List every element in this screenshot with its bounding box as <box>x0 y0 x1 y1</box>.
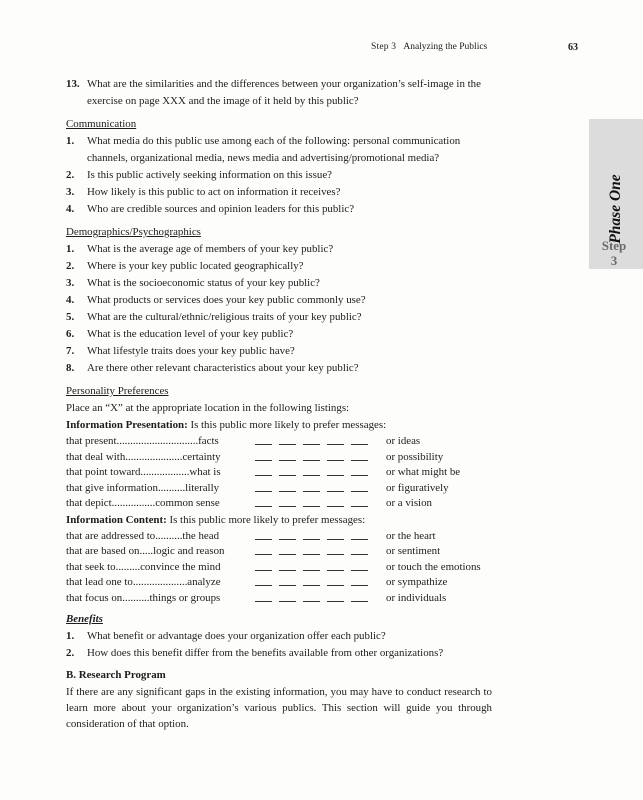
demographics-list <box>66 241 492 377</box>
side-step-number: 3 <box>610 253 618 268</box>
scale-blank[interactable] <box>327 529 344 540</box>
item-number: 2. <box>66 260 75 272</box>
scale-blank[interactable] <box>255 434 272 445</box>
scale-blank[interactable] <box>255 544 272 555</box>
scale-blank[interactable] <box>255 591 272 602</box>
phase-label: Phase One <box>607 174 624 244</box>
scale-blanks <box>255 496 375 513</box>
scale-blank[interactable] <box>303 496 320 507</box>
list-item <box>66 184 492 201</box>
item-text: What are the cultural/ethnic/religious traits of your key public? <box>87 311 362 323</box>
scale-blank[interactable] <box>255 481 272 492</box>
list-item <box>66 275 492 292</box>
scale-blank[interactable] <box>351 591 368 602</box>
scale-blank[interactable] <box>279 575 296 586</box>
item-number: 6. <box>66 328 75 340</box>
scale-blanks <box>255 434 375 451</box>
list-item <box>66 360 492 377</box>
item-number: 3. <box>66 186 75 198</box>
header-step-title <box>371 42 487 52</box>
scale-blank[interactable] <box>303 450 320 461</box>
item-number: 1. <box>66 243 75 255</box>
scale-left: that seek to.........convince the mind <box>66 560 221 573</box>
scale-blank[interactable] <box>351 529 368 540</box>
item-number: 4. <box>66 203 75 215</box>
item-text: How does this benefit differ from the benefits available from other organizations? <box>87 647 444 659</box>
scale-blanks <box>255 465 375 482</box>
scale-blank[interactable] <box>327 560 344 571</box>
scale-blank[interactable] <box>255 496 272 507</box>
question-number: 13. <box>66 78 80 90</box>
scale-blanks <box>255 591 375 608</box>
scale-row <box>66 529 492 545</box>
scale-blanks <box>255 450 375 467</box>
personality-heading: Personality Preferences <box>66 385 169 397</box>
item-text: What products or services does your key public commonly use? <box>87 294 366 306</box>
scale-row <box>66 481 492 497</box>
scale-blanks <box>255 560 375 577</box>
presentation-label: Information Presentation: <box>66 419 188 431</box>
scale-blank[interactable] <box>255 450 272 461</box>
item-number: 4. <box>66 294 75 306</box>
item-number: 2. <box>66 647 75 659</box>
scale-blank[interactable] <box>303 575 320 586</box>
scale-blank[interactable] <box>303 465 320 476</box>
scale-blank[interactable] <box>351 575 368 586</box>
scale-blank[interactable] <box>351 496 368 507</box>
item-number: 7. <box>66 345 75 357</box>
list-item <box>66 309 492 326</box>
list-item <box>66 326 492 343</box>
scale-left: that point toward..................what is <box>66 466 221 478</box>
scale-right: or possibility <box>386 450 444 463</box>
scale-blank[interactable] <box>279 434 296 445</box>
scale-blank[interactable] <box>279 544 296 555</box>
personality-instruction: Place an “X” at the appropriate location in the following listings: <box>66 402 350 414</box>
item-text: Is this public actively seeking information on this issue? <box>87 169 332 181</box>
content-question: Is this public more likely to prefer messages: <box>169 513 366 526</box>
scale-row <box>66 450 492 466</box>
scale-blank[interactable] <box>351 481 368 492</box>
scale-blank[interactable] <box>303 591 320 602</box>
scale-right: or the heart <box>386 529 436 542</box>
list-item <box>66 258 492 275</box>
header-step: Step 3 <box>371 42 397 52</box>
scale-right: or a vision <box>386 497 432 509</box>
side-step-label: Step <box>601 238 627 253</box>
scale-blank[interactable] <box>351 544 368 555</box>
scale-blank[interactable] <box>303 529 320 540</box>
scale-row <box>66 544 492 560</box>
item-number: 3. <box>66 277 75 289</box>
demographics-heading: Demographics/Psychographics <box>66 226 201 238</box>
item-text: Are there other relevant characteristics about your key public? <box>87 362 359 374</box>
list-item <box>66 628 492 645</box>
list-item <box>66 241 492 258</box>
scale-row <box>66 560 492 576</box>
item-text: What is the socioeconomic status of your key public? <box>87 277 320 289</box>
item-number: 1. <box>66 135 75 147</box>
item-text: What is the average age of members of your key public? <box>87 243 334 255</box>
scale-row <box>66 434 492 450</box>
communication-heading: Communication <box>66 118 137 130</box>
benefits-heading: Benefits <box>66 613 103 625</box>
scale-blank[interactable] <box>351 450 368 461</box>
scale-blank[interactable] <box>327 450 344 461</box>
scale-row <box>66 496 492 512</box>
scale-row <box>66 575 492 591</box>
scale-blank[interactable] <box>279 465 296 476</box>
scale-left: that are based on.....logic and reason <box>66 545 225 557</box>
scale-blank[interactable] <box>255 529 272 540</box>
scale-right: or ideas <box>386 435 421 447</box>
communication-list <box>66 133 492 218</box>
list-item <box>66 133 492 167</box>
presentation-scale <box>66 434 492 512</box>
scale-right: or individuals <box>386 591 447 604</box>
list-item <box>66 201 492 218</box>
scale-blank[interactable] <box>255 575 272 586</box>
list-item <box>66 292 492 309</box>
scale-blank[interactable] <box>327 591 344 602</box>
research-paragraph: If there are any significant gaps in the existing information, you may have to conduct research to learn more about your organization’s various publics. This section will guide you through consideration of that option. <box>66 686 492 730</box>
item-text: What media do this public use among each of the following: personal communication channels, organizational media, news media and advertising/promotional media? <box>87 135 461 164</box>
scale-left: that lead one to....................analyze <box>66 576 221 588</box>
scale-blank[interactable] <box>351 465 368 476</box>
scale-blank[interactable] <box>327 496 344 507</box>
scale-blank[interactable] <box>279 496 296 507</box>
research-heading: B. Research Program <box>66 669 166 681</box>
scale-blank[interactable] <box>279 529 296 540</box>
benefits-list <box>66 628 492 662</box>
scale-blank[interactable] <box>255 465 272 476</box>
scale-left: that depict................common sense <box>66 497 220 509</box>
scale-blank[interactable] <box>327 575 344 586</box>
scale-left: that are addressed to..........the head <box>66 529 220 542</box>
scale-blank[interactable] <box>327 544 344 555</box>
scale-blanks <box>255 481 375 498</box>
scale-blank[interactable] <box>351 560 368 571</box>
list-item <box>66 645 492 662</box>
scale-blank[interactable] <box>351 434 368 445</box>
question-text: What are the similarities and the differences between your organization’s self-image in the exercise on page XXX and the image of it held by this public? <box>87 78 481 107</box>
content-prompt <box>66 512 492 529</box>
scale-blank[interactable] <box>279 591 296 602</box>
item-text: What is the education level of your key public? <box>87 328 294 340</box>
scale-left: that deal with.....................certainty <box>66 450 221 463</box>
item-number: 2. <box>66 169 75 181</box>
list-item <box>66 343 492 360</box>
scale-blanks <box>255 575 375 592</box>
scale-blank[interactable] <box>303 481 320 492</box>
scale-blank[interactable] <box>327 465 344 476</box>
item-text: What benefit or advantage does your organization offer each public? <box>87 630 386 642</box>
scale-blank[interactable] <box>303 560 320 571</box>
scale-blank[interactable] <box>303 544 320 555</box>
item-text: Where is your key public located geographically? <box>87 260 304 272</box>
item-number: 1. <box>66 630 75 642</box>
scale-blank[interactable] <box>327 434 344 445</box>
scale-left: that present..............................facts <box>66 435 219 447</box>
header-title: Analyzing the Publics <box>403 42 488 52</box>
scale-row <box>66 465 492 481</box>
scale-left: that give information..........literally <box>66 481 220 494</box>
item-number: 5. <box>66 311 75 323</box>
list-item <box>66 167 492 184</box>
item-number: 8. <box>66 362 75 374</box>
scale-blanks <box>255 529 375 546</box>
page-number: 63 <box>568 42 578 53</box>
scale-blank[interactable] <box>279 450 296 461</box>
item-text: Who are credible sources and opinion leaders for this public? <box>87 203 355 215</box>
scale-left: that focus on..........things or groups <box>66 591 221 604</box>
scale-blank[interactable] <box>303 434 320 445</box>
item-text: What lifestyle traits does your key public have? <box>87 345 295 357</box>
scale-row <box>66 591 492 607</box>
content-label: Information Content: <box>66 513 167 526</box>
side-step-marker <box>596 238 632 268</box>
presentation-question: Is this public more likely to prefer messages: <box>190 419 387 431</box>
content-scale <box>66 529 492 607</box>
scale-blank[interactable] <box>255 560 272 571</box>
presentation-prompt <box>66 417 492 434</box>
scale-right: or figuratively <box>386 481 449 494</box>
page-content <box>66 76 492 732</box>
scale-right: or sympathize <box>386 576 448 588</box>
scale-blanks <box>255 544 375 561</box>
scale-blank[interactable] <box>279 481 296 492</box>
item-text: How likely is this public to act on information it receives? <box>87 186 341 198</box>
scale-right: or what might be <box>386 466 461 478</box>
scale-right: or sentiment <box>386 545 441 557</box>
running-header <box>0 42 643 56</box>
question-13 <box>66 76 492 110</box>
scale-blank[interactable] <box>279 560 296 571</box>
scale-blank[interactable] <box>327 481 344 492</box>
scale-right: or touch the emotions <box>386 560 481 573</box>
